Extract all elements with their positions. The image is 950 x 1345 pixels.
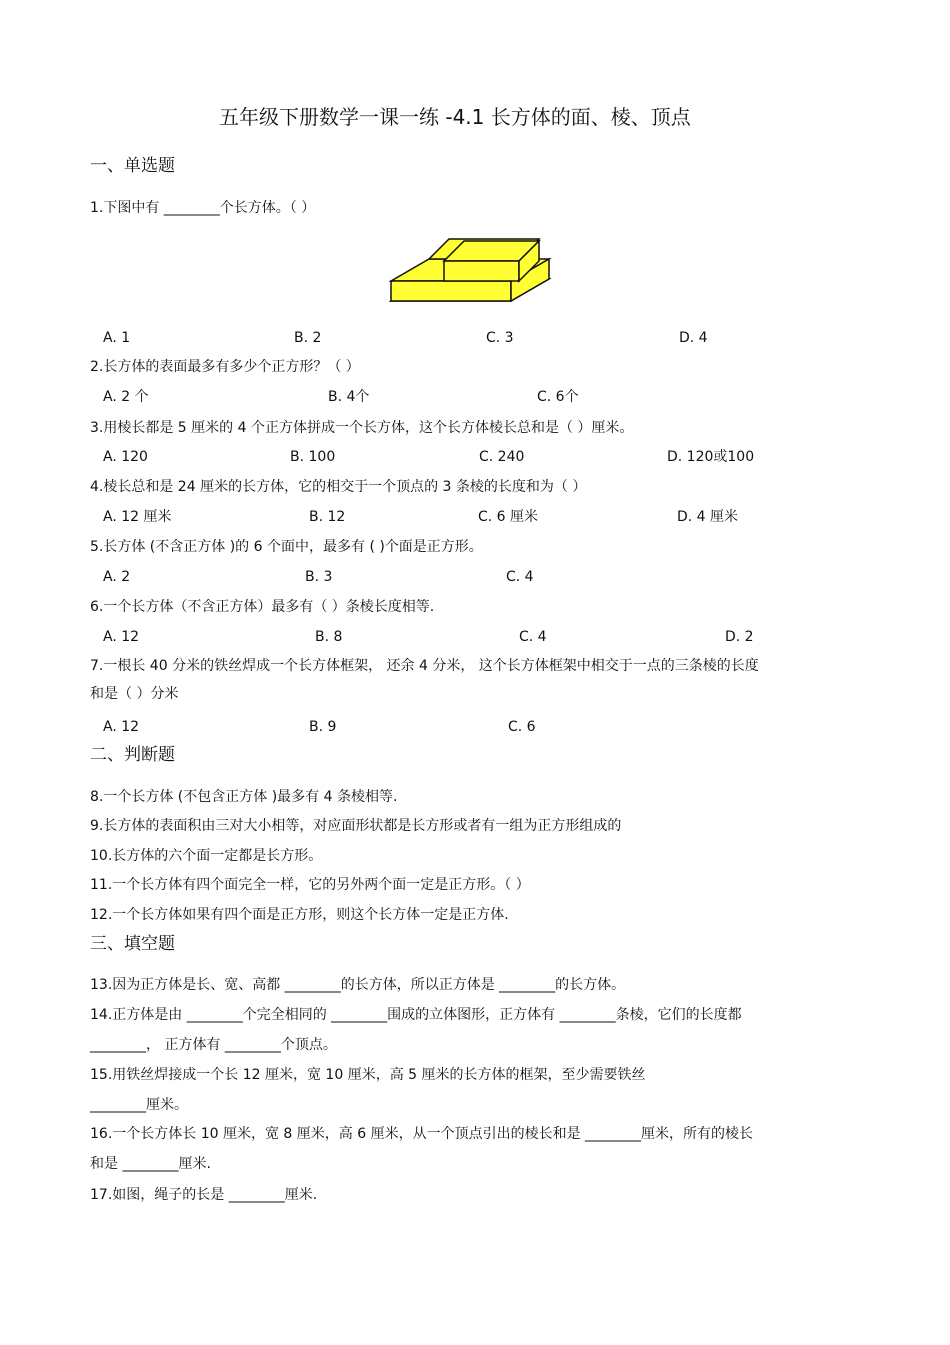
question-5: 5.长方体 (不含正方体 )的 6 个面中，最多有 ( )个面是正方形。 — [90, 539, 483, 555]
question-13: 13.因为正方体是长、宽、高都 ________的长方体，所以正方体是 ________的长方体。 — [90, 977, 626, 993]
q4-option-d: D. 4 厘米 — [677, 509, 739, 525]
question-4: 4.棱长总和是 24 厘米的长方体，它的相交于一个顶点的 3 条棱的长度和为（ ） — [90, 479, 587, 495]
question-15: 15.用铁丝焊接成一个长 12 厘米，宽 10 厘米，高 5 厘米的长方体的框架，至少需要铁丝 — [90, 1067, 646, 1083]
question-16-cont: 和是 ________厘米. — [90, 1156, 211, 1172]
q7-option-a: A. 12 — [103, 719, 140, 735]
q4-option-b: B. 12 — [309, 509, 346, 525]
q4-option-a: A. 12 厘米 — [103, 509, 172, 525]
q6-option-c: C. 4 — [519, 629, 547, 645]
q3-option-d: D. 120或100 — [667, 449, 755, 465]
question-1: 1.下图中有 ________个长方体。（ ） — [90, 200, 316, 216]
q1-option-c: C. 3 — [486, 330, 514, 346]
q7-option-c: C. 6 — [508, 719, 536, 735]
q6-option-d: D. 2 — [725, 629, 754, 645]
q6-option-b: B. 8 — [315, 629, 343, 645]
question-6: 6.一个长方体（不含正方体）最多有（ ）条棱长度相等. — [90, 599, 435, 615]
q2-option-c: C. 6个 — [537, 389, 579, 405]
q5-option-a: A. 2 — [103, 569, 131, 585]
question-7: 7.一根长 40 分米的铁丝焊成一个长方体框架， 还余 4 分米， 这个长方体框架中相交于一点的三条棱的长度 — [90, 658, 759, 674]
q1-option-b: B. 2 — [294, 330, 322, 346]
q3-option-b: B. 100 — [290, 449, 336, 465]
question-17: 17.如图，绳子的长是 ________厘米. — [90, 1187, 318, 1203]
question-11: 11.一个长方体有四个面完全一样，它的另外两个面一定是正方形。（ ） — [90, 877, 530, 893]
q1-option-a: A. 1 — [103, 330, 131, 346]
section-single-choice: 一、单选题 — [90, 156, 175, 176]
q3-option-a: A. 120 — [103, 449, 148, 465]
q3-option-c: C. 240 — [479, 449, 525, 465]
question-16: 16.一个长方体长 10 厘米，宽 8 厘米，高 6 厘米，从一个顶点引出的棱长和是 ________厘米，所有的棱长 — [90, 1126, 754, 1142]
q2-option-b: B. 4个 — [328, 389, 370, 405]
question-2: 2.长方体的表面最多有多少个正方形？（ ） — [90, 359, 360, 375]
q1-option-d: D. 4 — [679, 330, 708, 346]
q2-option-a: A. 2 个 — [103, 389, 149, 405]
q4-option-c: C. 6 厘米 — [478, 509, 539, 525]
question-15-cont: ________厘米。 — [90, 1097, 188, 1113]
q7-option-b: B. 9 — [309, 719, 337, 735]
question-12: 12.一个长方体如果有四个面是正方形，则这个长方体一定是正方体. — [90, 907, 509, 923]
question-8: 8.一个长方体 (不包含正方体 )最多有 4 条棱相等. — [90, 789, 398, 805]
page-title: 五年级下册数学一课一练 -4.1 长方体的面、棱、顶点 — [219, 105, 691, 129]
cuboid-figure — [389, 229, 559, 314]
question-9: 9.长方体的表面积由三对大小相等，对应面形状都是长方形或者有一组为正方形组成的 — [90, 818, 622, 834]
section-judge: 二、判断题 — [90, 745, 175, 765]
q5-option-b: B. 3 — [305, 569, 333, 585]
question-14-cont: ________， 正方体有 ________个顶点。 — [90, 1037, 337, 1053]
question-10: 10.长方体的六个面一定都是长方形。 — [90, 848, 323, 864]
question-3: 3.用棱长都是 5 厘米的 4 个正方体拼成一个长方体，这个长方体棱长总和是（ ）厘米。 — [90, 420, 634, 436]
section-fill: 三、填空题 — [90, 934, 175, 954]
question-7-cont: 和是（ ）分米 — [90, 686, 179, 702]
q5-option-c: C. 4 — [506, 569, 534, 585]
q6-option-a: A. 12 — [103, 629, 140, 645]
question-14: 14.正方体是由 ________个完全相同的 ________围成的立体图形，正方体有 ________条棱，它们的长度都 — [90, 1007, 742, 1023]
